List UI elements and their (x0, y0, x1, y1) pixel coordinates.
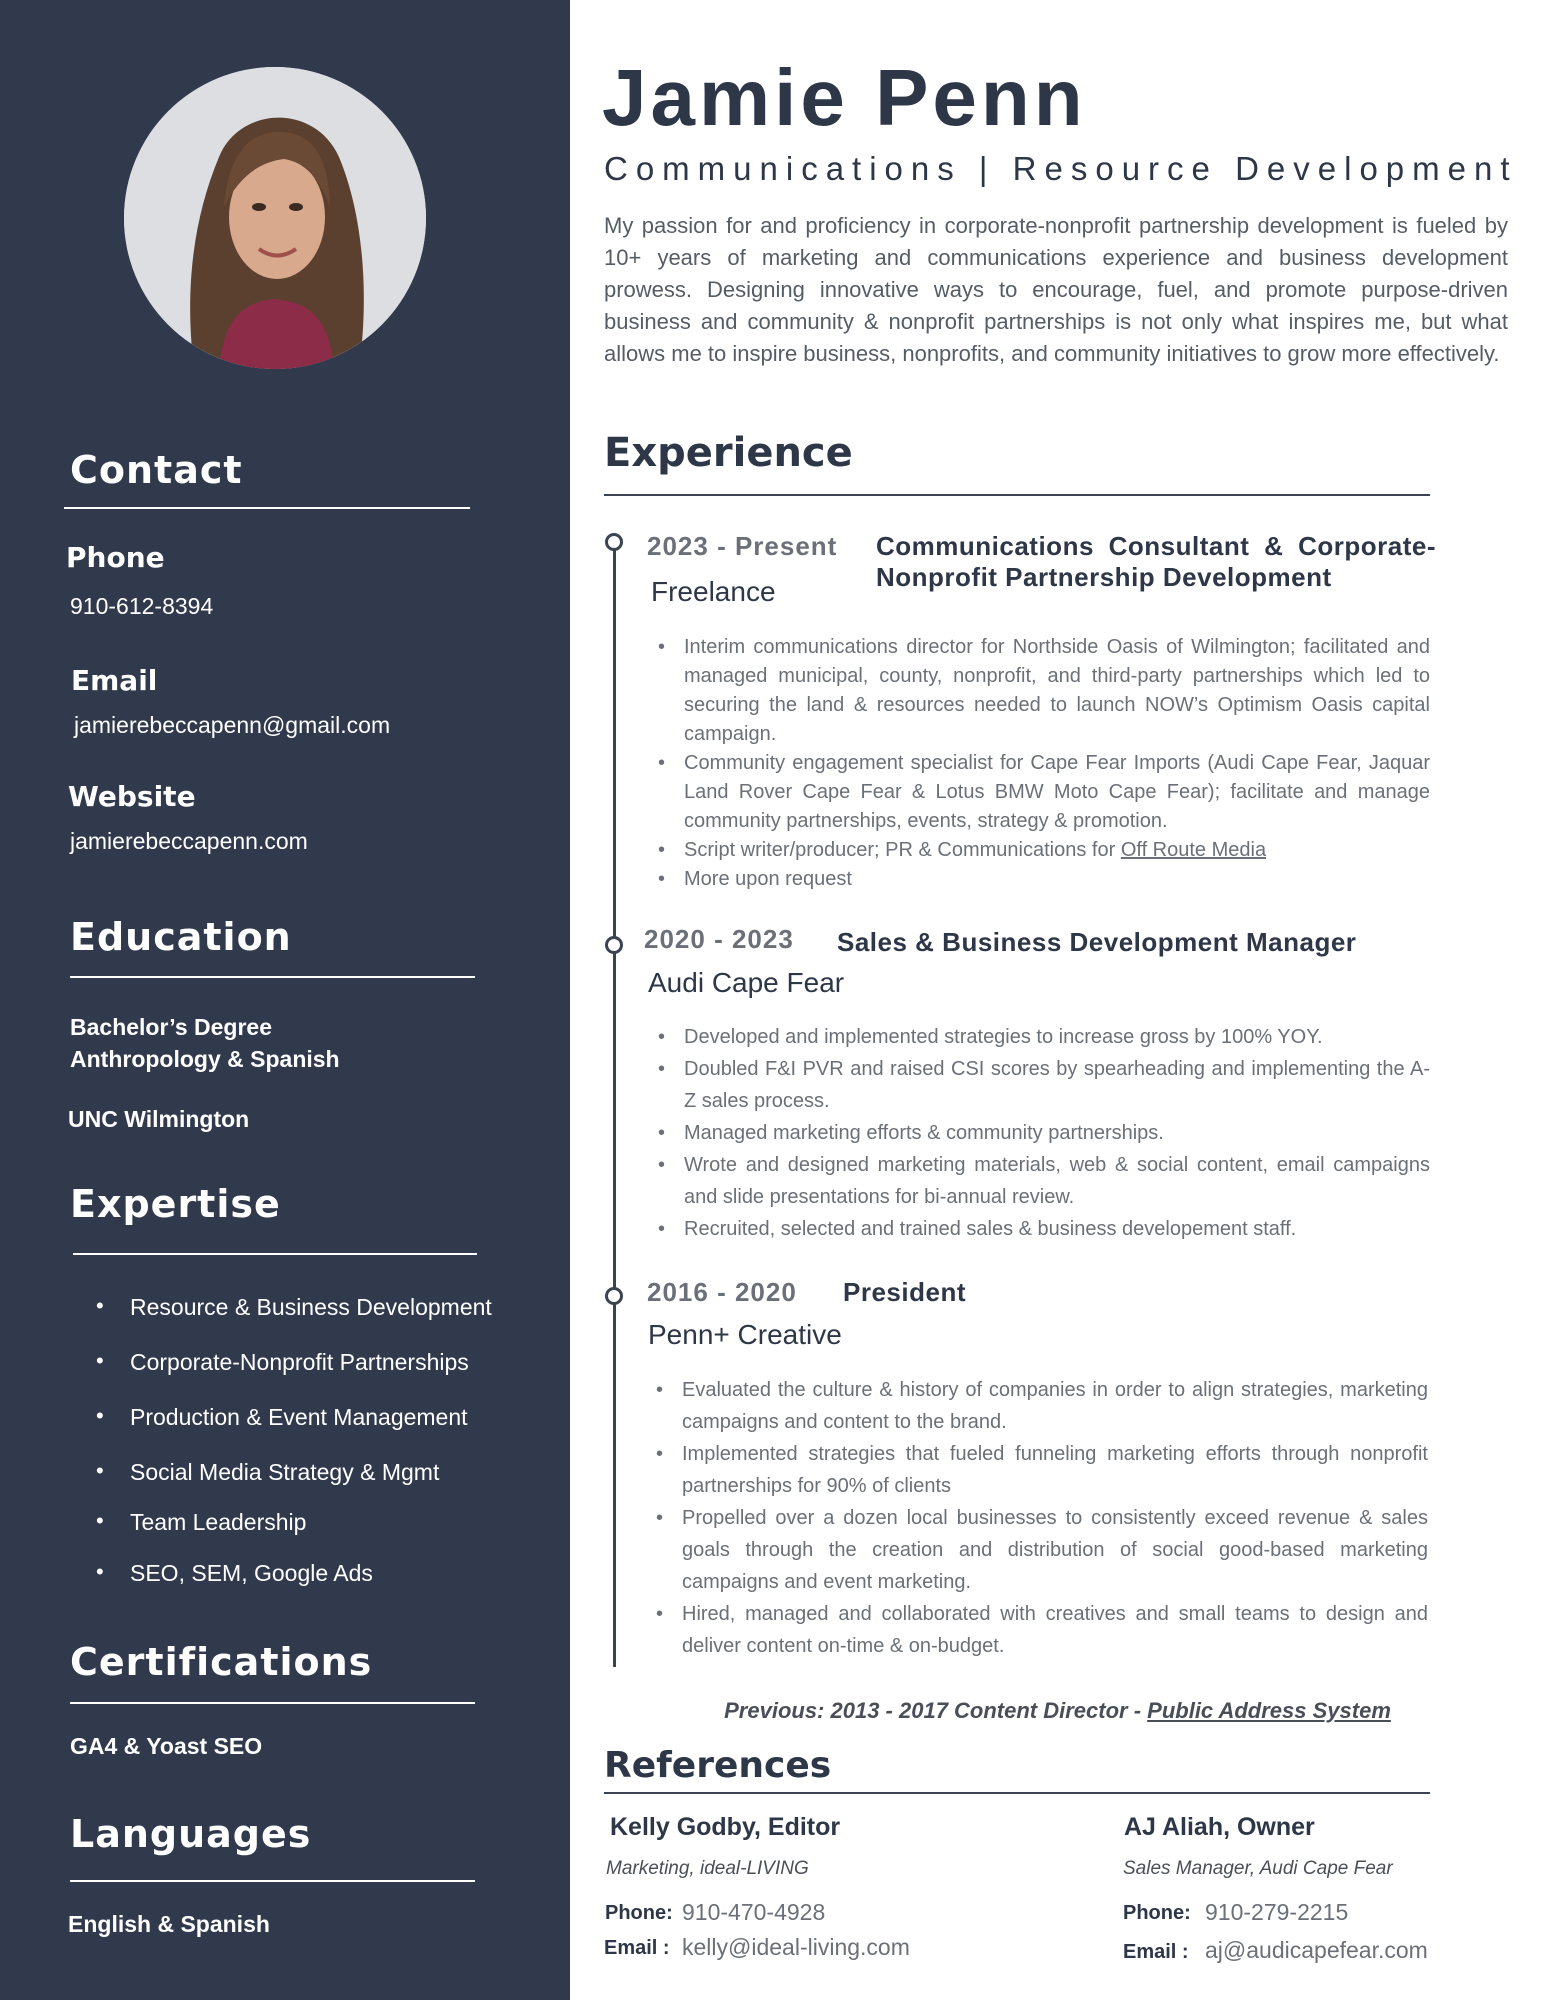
job-bullet: • Community engagement specialist for Cape Fear Imports (Audi Cape Fear, Jaquar Land Rover Cape Fear & Lotus BMW Moto Cape Fear); facilitate and manage community partnerships, events, strategy & promotion. (656, 749, 1430, 836)
job-company: Audi Cape Fear (648, 967, 845, 998)
education-heading: Education (70, 915, 292, 959)
summary-paragraph: My passion for and proficiency in corporate-nonprofit partnership development is fueled by 10+ years of marketing and communications experience and business development prowess. Designing innovative ways to encourage, fuel, and promote purpose-driven business and community & nonprofit partnerships is not only what inspires me, but what allows me to inspire business, nonprofits, and community initiatives to grow more effectively. (604, 213, 1508, 366)
profile-photo (124, 67, 426, 369)
job-company: Penn+ Creative (648, 1319, 842, 1350)
reference-role: Sales Manager, Audi Cape Fear (1123, 1858, 1393, 1879)
job-role: Communications Consultant & Corporate-Nonprofit Partnership Development (876, 531, 1436, 592)
languages-heading: Languages (70, 1812, 312, 1856)
job-bullet: • Interim communications director for Northside Oasis of Wilmington; facilitated and managed municipal, county, nonprofit, and third-party partnerships which led to securing the land & resources needed to launch NOW’s Optimism Oasis capital campaign. (656, 633, 1430, 749)
timeline-dot (605, 533, 623, 551)
references-heading: References (604, 1745, 832, 1786)
job-bullet: • More upon request (656, 865, 1430, 894)
job-bullet: • Managed marketing efforts & community partnerships. (656, 1117, 1430, 1149)
portrait-image (124, 67, 426, 369)
job-bullet: • Developed and implemented strategies to increase gross by 100% YOY. (656, 1021, 1430, 1053)
website-value[interactable]: jamierebeccapenn.com (70, 828, 308, 854)
job-dates: 2016 - 2020 (647, 1277, 797, 1307)
reference-email[interactable]: aj@audicapefear.com (1205, 1937, 1428, 1963)
previous-role (570, 1698, 1545, 1724)
job-dates: 2023 - Present (647, 531, 838, 561)
references-divider (604, 1792, 1430, 1794)
candidate-title: Communications | Resource Development (604, 150, 1518, 187)
reference-name: AJ Aliah, Owner (1124, 1813, 1315, 1841)
job-bullet: • Hired, managed and collaborated with creatives and small teams to design and deliver content on-time & on-budget. (654, 1598, 1428, 1662)
job-dates: 2020 - 2023 (644, 924, 794, 954)
previous-role-text: Previous: 2013 - 2017 Content Director - (724, 1698, 1148, 1723)
timeline-dot (605, 936, 623, 954)
expertise-item: • SEO, SEM, Google Ads (96, 1561, 492, 1616)
certifications-heading: Certifications (70, 1640, 373, 1684)
job-role: Sales & Business Development Manager (837, 927, 1357, 957)
reference-role: Marketing, ideal-LIVING (606, 1858, 809, 1879)
certifications-value: GA4 & Yoast SEO (70, 1733, 263, 1759)
expertise-item: • Resource & Business Development (96, 1295, 492, 1350)
job-bullet: • Evaluated the culture & history of companies in order to align strategies, marketing campaigns and content to the brand. (654, 1374, 1428, 1438)
expertise-item: • Production & Event Management (96, 1405, 492, 1460)
school: UNC Wilmington (68, 1106, 250, 1132)
job-company: Freelance (651, 576, 776, 607)
expertise-list (96, 1295, 492, 1616)
email-label: Email (71, 664, 158, 697)
job-bullet: • Doubled F&I PVR and raised CSI scores by spearheading and implementing the A-Z sales process. (656, 1053, 1430, 1117)
candidate-name: Jamie Penn (602, 53, 1087, 142)
reference-phone-label: Phone: (605, 1902, 673, 1924)
experience-divider (604, 494, 1430, 496)
phone-label: Phone (66, 541, 165, 574)
phone-value: 910-612-8394 (70, 593, 214, 619)
degree: Bachelor’s Degree (70, 1014, 272, 1040)
reference-phone: 910-470-4928 (682, 1899, 826, 1925)
languages-value: English & Spanish (68, 1911, 270, 1937)
reference-email-label: Email : (1123, 1941, 1189, 1963)
languages-divider (70, 1880, 475, 1882)
job-bullet: • Propelled over a dozen local businesses to consistently exceed revenue & sales goals through the creation and distribution of social good-based marketing campaigns and event marketing. (654, 1502, 1428, 1598)
reference-email[interactable]: kelly@ideal-living.com (682, 1934, 910, 1960)
contact-divider (64, 507, 470, 509)
job-bullet: • Implemented strategies that fueled funneling marketing efforts through nonprofit partnerships for 90% of clients (654, 1438, 1428, 1502)
job-bullets (656, 1021, 1430, 1245)
job-bullets (656, 633, 1430, 894)
expertise-heading: Expertise (70, 1182, 281, 1226)
email-value[interactable]: jamierebeccapenn@gmail.com (74, 712, 391, 738)
experience-heading: Experience (604, 430, 853, 476)
job-bullet (656, 836, 1430, 865)
expertise-divider (73, 1253, 477, 1255)
job-bullets (654, 1374, 1428, 1662)
job-bullet-text: Script writer/producer; PR & Communications for (684, 839, 1121, 861)
job-bullet: • Recruited, selected and trained sales & business developement staff. (656, 1213, 1430, 1245)
reference-email-label: Email : (604, 1937, 670, 1959)
public-address-system-link[interactable]: Public Address System (1147, 1698, 1391, 1723)
website-label: Website (68, 780, 196, 813)
main-content (570, 0, 1545, 2000)
reference-phone: 910-279-2215 (1205, 1899, 1349, 1925)
reference-name: Kelly Godby, Editor (610, 1813, 841, 1841)
job-role: President (843, 1277, 966, 1307)
reference-phone-label: Phone: (1123, 1902, 1191, 1924)
expertise-item: • Team Leadership (96, 1510, 492, 1561)
contact-heading: Contact (70, 448, 243, 492)
expertise-item: • Corporate-Nonprofit Partnerships (96, 1350, 492, 1405)
experience-timeline (613, 542, 616, 1667)
timeline-dot (605, 1287, 623, 1305)
job-bullet: • Wrote and designed marketing materials, web & social content, email campaigns and slide presentations for bi-annual review. (656, 1149, 1430, 1213)
major: Anthropology & Spanish (70, 1046, 340, 1072)
expertise-item: • Social Media Strategy & Mgmt (96, 1460, 492, 1510)
education-divider (70, 976, 475, 978)
sidebar (0, 0, 570, 2000)
off-route-media-link[interactable]: Off Route Media (1120, 839, 1267, 861)
certifications-divider (70, 1702, 475, 1704)
